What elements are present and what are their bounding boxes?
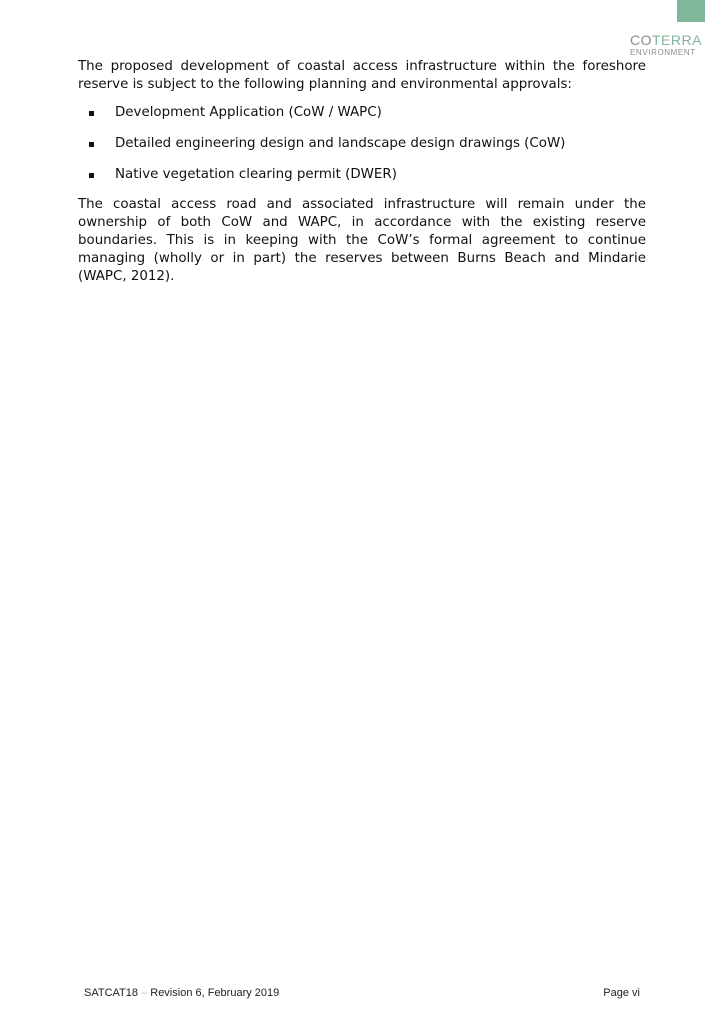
list-item-text: Native vegetation clearing permit (DWER) xyxy=(115,167,397,182)
footer-page-number: Page vi xyxy=(603,987,640,999)
logo-wordmark xyxy=(630,33,705,47)
coterra-logo xyxy=(630,33,705,57)
list-item xyxy=(78,166,646,184)
intro-paragraph: The proposed development of coastal access infrastructure within the foreshore reserve is subject to the following planning and environmental approvals: xyxy=(78,59,646,92)
footer-separator: – xyxy=(141,987,148,999)
footer-doc-code: SATCAT18 xyxy=(84,987,138,999)
footer-revision: Revision 6, February 2019 xyxy=(150,987,280,999)
footer-document-info xyxy=(84,987,279,999)
bullet-marker xyxy=(89,142,94,147)
logo-text-co: CO xyxy=(630,32,652,48)
list-item xyxy=(78,104,646,122)
logo-text-terra: TERRA xyxy=(652,32,702,48)
list-item-text: Development Application (CoW / WAPC) xyxy=(115,105,382,120)
approvals-list xyxy=(78,104,646,184)
bullet-marker xyxy=(89,111,94,116)
logo-subtitle: ENVIRONMENT xyxy=(630,48,696,57)
list-item-text: Detailed engineering design and landscape design drawings (CoW) xyxy=(115,136,566,151)
corner-tab xyxy=(677,0,705,22)
document-body xyxy=(78,58,646,286)
bullet-marker xyxy=(89,173,94,178)
list-item xyxy=(78,135,646,153)
closing-paragraph: The coastal access road and associated infrastructure will remain under the ownership of both CoW and WAPC, in accordance with the existing reserve boundaries. This is in keeping with the CoW’s formal agreement to continue managing (wholly or in part) the reserves between Burns Beach and Mindarie (WAPC, 2012). xyxy=(78,197,646,284)
